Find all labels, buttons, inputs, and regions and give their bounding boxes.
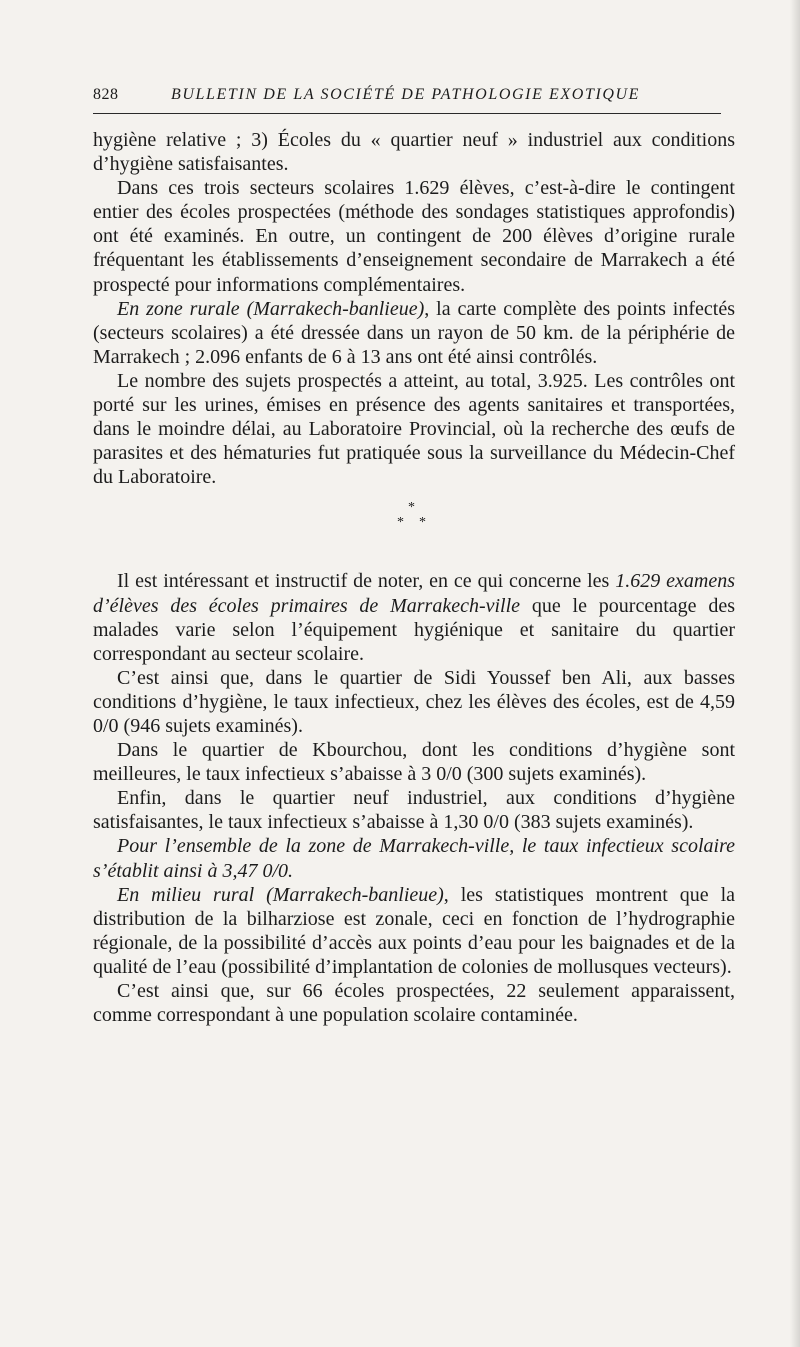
paragraph-6: C’est ainsi que, dans le quartier de Sidi Youssef ben Ali, aux basses conditions d’hygiène, le taux infectieux, chez les élèves des écoles, est de 4,59 0/0 (946 sujets examinés). [93,666,735,737]
separator-star: * [408,500,415,516]
paragraph-10 [93,883,735,979]
paragraph-5-end: que le pourcentage des malades varie selon l’équipement hygiénique et sanitaire du quartier correspondant au secteur scolaire. [93,594,736,665]
paragraph-10-text: , les statistiques montrent que la distribution de la bilharziose est zonale, ceci en fonction de l’hydrographie régionale, de la possibilité d’accès aux points d’eau pour les baignades et de la qualité de l’eau (possibilité d’implantation de colonies de mollusques vecteurs). [93,883,735,978]
paragraph-5-start: Il est intéressant et instructif de noter, en ce qui concerne les [117,570,616,593]
paragraph-2: Dans ces trois secteurs scolaires 1.629 élèves, c’est-à-dire le contingent entier des écoles prospectées (méthode des sondages statistiques approfondis) ont été examinés. En outre, un contingent de 200 élèves d’origine rurale fréquentant les établissements d’enseignement secondaire de Marrakech a été prospecté pour informations complémentaires. [93,177,735,296]
journal-title: BULLETIN DE LA SOCIÉTÉ DE PATHOLOGIE EXOTIQUE [171,86,641,103]
paragraph-3-italic: En zone rurale (Marrakech-banlieue) [117,297,425,320]
paragraph-7: Dans le quartier de Kbourchou, dont les conditions d’hygiène sont meilleures, le taux infectieux s’abaisse à 3 0/0 (300 sujets examinés). [93,739,735,786]
separator-star: * [397,515,404,531]
paragraph-10-italic: En milieu rural (Marrakech-banlieue) [117,883,444,906]
paragraph-1: hygiène relative ; 3) Écoles du « quartier neuf » industriel aux conditions d’hygiène satisfaisantes. [93,129,735,176]
body-text [93,128,735,1027]
paragraph-8: Enfin, dans le quartier neuf industriel, aux conditions d’hygiène satisfaisantes, le taux infectieux s’abaisse à 1,30 0/0 (383 sujets examinés). [93,787,735,834]
running-header [93,86,721,112]
section-separator [93,489,735,569]
paragraph-5-italic: 1.629 examens d’élèves des écoles primaires de Marrakech-ville [93,570,735,617]
paragraph-11: C’est ainsi que, sur 66 écoles prospectées, 22 seulement apparaissent, comme correspondant à une population scolaire contaminée. [93,980,735,1027]
page-edge-shadow [790,0,800,1347]
separator-star: * [419,515,426,531]
paragraph-5 [93,569,735,665]
paragraph-9-italic: Pour l’ensemble de la zone de Marrakech-ville, le taux infectieux scolaire s’établit ainsi à 3,47 0/0. [93,835,735,882]
header-rule [93,113,721,114]
page-number: 828 [93,86,119,103]
paragraph-3 [93,297,735,369]
paragraph-3-text: , la carte complète des points infectés (secteurs scolaires) a été dressée dans un rayon de 50 km. de la périphérie de Marrakech ; 2.096 enfants de 6 à 13 ans ont été ainsi contrôlés. [93,297,735,368]
paragraph-4: Le nombre des sujets prospectés a atteint, au total, 3.925. Les contrôles ont porté sur les urines, émises en présence des agents sanitaires et transportées, dans le moindre délai, au Laboratoire Provincial, où la recherche des œufs de parasites et des hématuries fut pratiquée sous la surveillance du Médecin-Chef du Laboratoire. [93,369,735,489]
paragraph-9 [93,834,735,882]
